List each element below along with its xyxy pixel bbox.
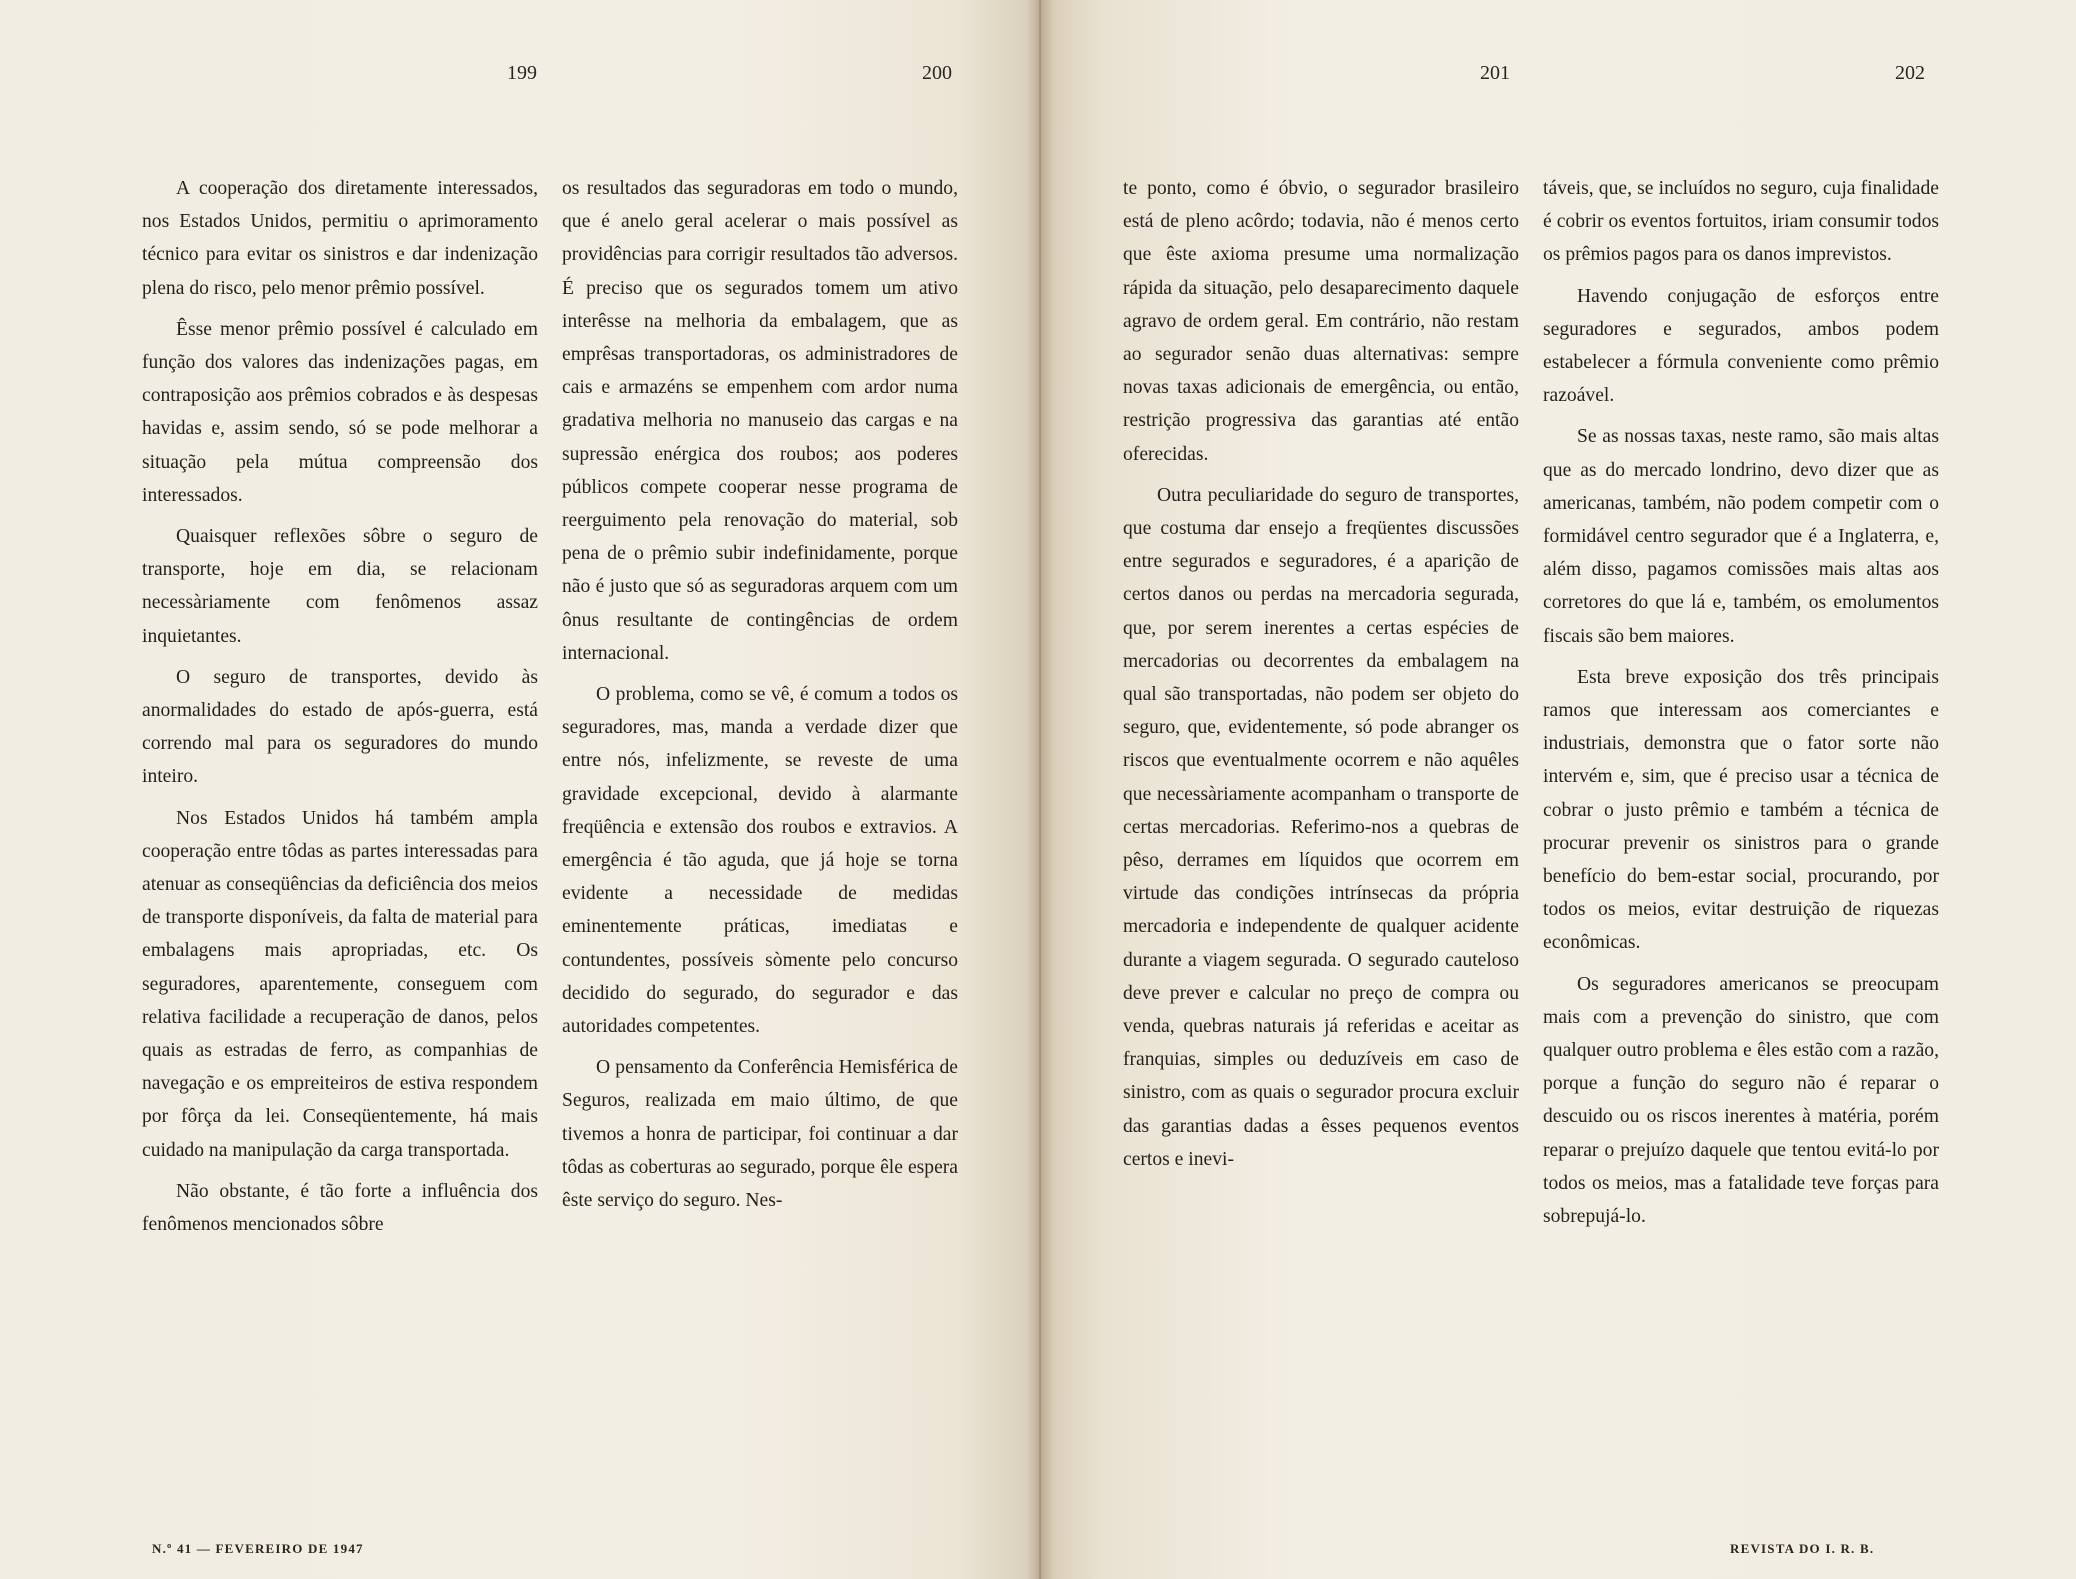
page-202-column xyxy=(1543,172,1939,1241)
paragraph: A cooperação dos diretamente interessados, nos Estados Unidos, permitiu o aprimoramento técnico para evitar os sinistros e dar indenização plena do risco, pelo menor prêmio possível. xyxy=(142,178,538,299)
paragraph: Quaisquer reflexões sôbre o seguro de transporte, hoje em dia, se relacionam necessàriamente com fenômenos assaz inquietantes. xyxy=(142,526,538,647)
paragraph: Havendo conjugação de esforços entre seguradores e segurados, ambos podem estabelecer a fórmula conveniente como prêmio razoável. xyxy=(1543,285,1939,407)
paragraph: O seguro de transportes, devido às anormalidades do estado de após-guerra, está correndo mal para os seguradores do mundo inteiro. xyxy=(142,666,538,788)
paragraph: Nos Estados Unidos há também ampla cooperação entre tôdas as partes interessadas para atenuar as conseqüências da deficiência dos meios de transporte disponíveis, da falta de material para embalagens mais apropriadas, etc. Os seguradores, aparentemente, conseguem com relativa facilidade a recuperação de danos, pelos quais as estradas de ferro, as companhias de navegação e os empreiteiros de estiva respondem por fôrça da lei. Conseqüentemente, há mais cuidado na manipulação da carga transportada. xyxy=(142,807,538,1161)
page-number-200: 200 xyxy=(922,62,952,84)
paragraph: Êsse menor prêmio possível é calculado em função dos valores das indenizações pagas, em contraposição aos prêmios cobrados e às despesas havidas e, assim sendo, só se pode melhorar a situação pela mútua compreensão dos interessados. xyxy=(142,318,538,506)
page-number-201: 201 xyxy=(1480,62,1510,84)
footer-journal-title: REVISTA DO I. R. B. xyxy=(1730,1541,1875,1556)
paragraph: te ponto, como é óbvio, o segurador brasileiro está de pleno acôrdo; todavia, não é menos certo que êste axioma presume uma normalização rápida da situação, pelo desaparecimento daquele agravo de ordem geral. Em contrário, não restam ao segurador senão duas alternativas: sempre novas taxas adicionais de emergência, ou então, restrição progressiva das garantias até então oferecidas. xyxy=(1123,178,1519,465)
paragraph: Esta breve exposição dos três principais ramos que interessam aos comerciantes e industriais, demonstra que o fator sorte não intervém e, sim, que é preciso usar a técnica de cobrar o justo prêmio e também a técnica de procurar prevenir os sinistros para o grande benefício do bem-estar social, procurando, por todos os meios, evitar destruição de riquezas econômicas. xyxy=(1543,666,1939,954)
page-number-199: 199 xyxy=(507,62,537,84)
paragraph: os resultados das seguradoras em todo o mundo, que é anelo geral acelerar o mais possível as providências para corrigir resultados tão adversos. É preciso que os segurados tomem um ativo interêsse na melhoria da embalagem, que as emprêsas transportadoras, os administradores de cais e armazéns se empenhem com ardor numa gradativa melhoria no manuseio das cargas e na supressão enérgica dos roubos; aos poderes públicos compete cooperar nesse programa de reerguimento pela renovação do material, sob pena de o prêmio subir indefinidamente, porque não é justo que só as seguradoras arquem com um ônus resultante de contingências de ordem internacional. xyxy=(562,178,958,664)
paragraph: Outra peculiaridade do seguro de transportes, que costuma dar ensejo a freqüentes discussões entre segurados e seguradores, é a aparição de certos danos ou perdas na mercadoria segurada, que, por serem inerentes a certas espécies de mercadorias ou decorrentes da embalagem na qual são transportadas, não podem ser objeto do seguro, que, evidentemente, só pode abranger os riscos que eventualmente ocorrem e não aquêles que necessàriamente acompanham o transporte de certas mercadorias. Referimo-nos a quebras de pêso, derrames em líquidos que ocorrem em virtude das condições intrínsecas da própria mercadoria e independente de qualquer acidente durante a viagem segurada. O segurado cauteloso deve prever e calcular no preço de compra ou venda, quebras naturais já referidas e aceitar as franquias, simples ou deduzíveis em caso de sinistro, com as quais o segurador procura excluir das garantias dadas a êsses pequenos eventos certos e inevi- xyxy=(1123,484,1519,1170)
page-200-column xyxy=(562,172,958,1225)
paragraph: Os seguradores americanos se preocupam mais com a prevenção do sinistro, que com qualquer outro problema e êles estão com a razão, porque a função do seguro não é reparar o descuido ou os riscos inerentes à matéria, porém reparar o prejuízo daquele que tentou evitá-lo por todos os meios, mas a fatalidade teve forças para sobrepujá-lo. xyxy=(1543,973,1939,1228)
page-199-column xyxy=(142,172,538,1249)
paragraph: Se as nossas taxas, neste ramo, são mais altas que as do mercado londrino, devo dizer que as americanas, também, não podem competir com o formidável centro segurador que é a Inglaterra, e, além disso, pagamos comissões mais altas aos corretores do que lá e, também, os emolumentos fiscais são bem maiores. xyxy=(1543,426,1939,647)
paragraph: O problema, como se vê, é comum a todos os seguradores, mas, manda a verdade dizer que entre nós, infelizmente, se reveste de uma gravidade excepcional, devido à alarmante freqüência e extensão dos roubos e extravios. A emergência é tão aguda, que já hoje se torna evidente a necessidade de medidas eminentemente práticas, imediatas e contundentes, possíveis sòmente pelo concurso decidido do segurado, do segurador e das autoridades competentes. xyxy=(562,684,958,1038)
footer-issue-date: N.º 41 — FEVEREIRO DE 1947 xyxy=(152,1541,364,1556)
paragraph: Não obstante, é tão forte a influência dos fenômenos mencionados sôbre xyxy=(142,1180,538,1236)
paragraph: O pensamento da Conferência Hemisférica de Seguros, realizada em maio último, de que tivemos a honra de participar, foi continuar a dar tôdas as coberturas ao segurado, porque êle espera êste serviço do seguro. Nes- xyxy=(562,1057,958,1212)
book-gutter xyxy=(1026,0,1054,1579)
page-201-column xyxy=(1123,172,1519,1184)
page-number-202: 202 xyxy=(1895,62,1925,84)
paragraph: táveis, que, se incluídos no seguro, cuja finalidade é cobrir os eventos fortuitos, iriam consumir todos os prêmios pagos para os danos imprevistos. xyxy=(1543,178,1939,266)
